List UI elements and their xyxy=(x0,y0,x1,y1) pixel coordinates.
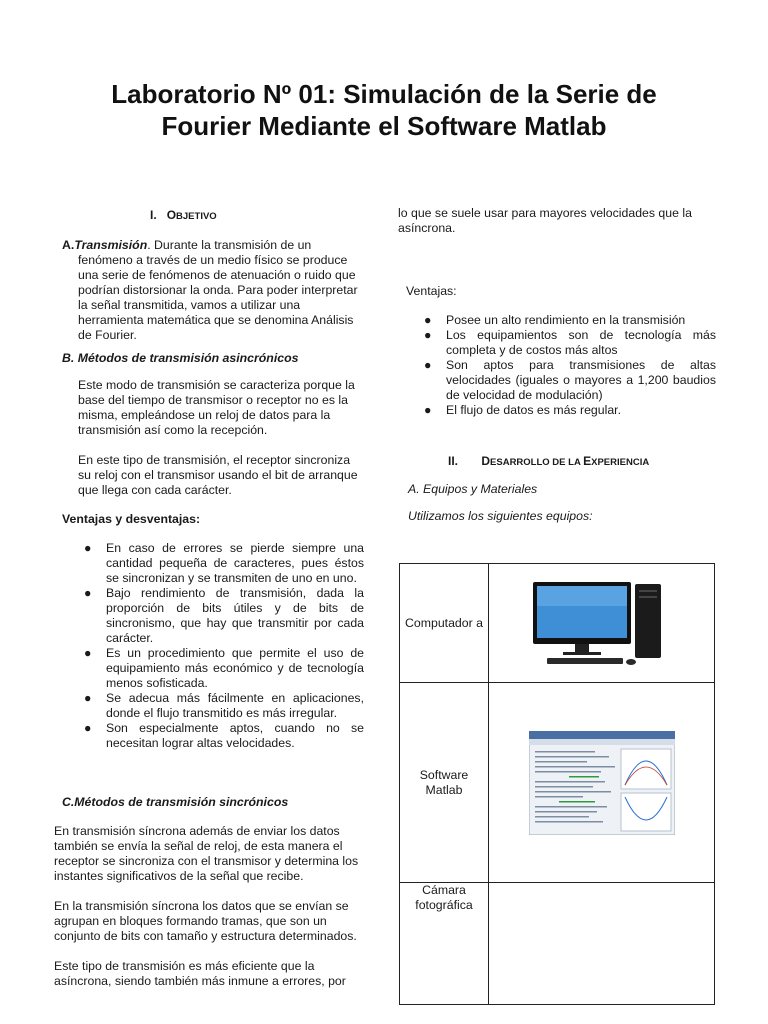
section-number: I. xyxy=(150,208,157,222)
list-item: ● Es un procedimiento que permite el uso de equipamiento más económico y de tecnología menos sofisticada. xyxy=(84,646,364,690)
matlab-window-icon xyxy=(529,731,675,835)
left-column xyxy=(54,206,364,989)
list-item: ● Los equipamientos son de tecnología más completa y de costos más altos xyxy=(424,328,716,357)
table-row xyxy=(400,683,715,883)
subsection-b-body xyxy=(58,378,364,498)
title-line-2: Fourier Mediante el Software Matlab xyxy=(161,111,607,141)
table-row xyxy=(400,564,715,683)
subsection-a-label: A. xyxy=(62,238,75,252)
continued-paragraph: lo que se suele usar para mayores velocidades que la asíncrona. xyxy=(398,206,692,235)
list-item: ● El flujo de datos es más regular. xyxy=(424,403,621,417)
subsection-b-heading: B. Métodos de transmisión asincrónicos xyxy=(62,351,299,365)
title-line-1: Laboratorio Nº 01: Simulación de la Serie de xyxy=(111,79,657,109)
list-item: ● En caso de errores se pierde siempre una cantidad pequeña de caracteres, pues éstos se sincronizan y se transmiten de uno en uno. xyxy=(84,541,364,585)
subsection-b-p1: Este modo de transmisión se caracteriza porque la base del tiempo de transmisor o receptor no es la misma, empleándose un reloj de datos para la transmisión así como la recepción. xyxy=(78,378,355,437)
ventajas-list xyxy=(398,313,716,418)
subsection-c-p3: Este tipo de transmisión es más eficiente que la asíncrona, siendo también más inmune a errores, por xyxy=(54,959,346,988)
section-desarrollo-heading: II. DESARROLLO DE LA EXPERIENCIA xyxy=(448,454,650,468)
table-cell-image xyxy=(489,683,715,883)
table-cell-image xyxy=(489,564,715,683)
ventajas-desventajas-list xyxy=(58,541,364,751)
equipment-table xyxy=(399,563,715,1005)
table-cell-label: Software Matlab xyxy=(400,683,489,883)
subsection-c-heading: C.Métodos de transmisión sincrónicos xyxy=(62,795,289,809)
section-title-cap: O xyxy=(166,208,177,222)
equipos-intro: Utilizamos los siguientes equipos: xyxy=(408,509,593,523)
equipos-heading: A. Equipos y Materiales xyxy=(408,482,538,496)
table-cell-image xyxy=(489,883,715,1005)
list-item: ● Se adecua más fácilmente en aplicaciones, donde el flujo transmitido es más irregular. xyxy=(84,691,364,720)
subsection-a-paragraph xyxy=(62,238,364,343)
desktop-computer-image xyxy=(489,578,714,668)
right-column xyxy=(398,206,716,524)
list-item: ● Posee un alto rendimiento en la transmisión xyxy=(424,313,686,327)
desktop-computer-icon xyxy=(527,578,677,668)
list-item: ● Son aptos para transmisiones de altas velocidades (iguales o mayores a 1,200 baudios de velocidad de modulación) xyxy=(424,358,716,402)
ventajas-label: Ventajas: xyxy=(406,284,457,298)
section-title-rest: BJETIVO xyxy=(176,211,217,222)
subsection-a-text: . Durante la transmisión de un fenómeno a través de un medio físico se produce una serie de fenómenos de atenuación o ruido que podrían distorsionar la onda. Para poder interpretar la señal transmitida, vamos a utilizar una herramienta matemática que se denomina Análisis de Fourier. xyxy=(78,238,358,342)
table-row xyxy=(400,883,715,1005)
section-number: II. xyxy=(448,454,459,468)
subsection-c-body xyxy=(54,824,364,989)
subsection-b-p2: En este tipo de transmisión, el receptor sincroniza su reloj con el transmisor usando el bit de arranque que llega con cada carácter. xyxy=(78,453,358,497)
subsection-a-term: Transmisión xyxy=(74,238,148,252)
section-objetivo-heading xyxy=(58,208,364,224)
list-item: ● Bajo rendimiento de transmisión, dada la proporción de bits útiles y de bits de sincronismo, que hay que transmitir por cada carácter. xyxy=(84,586,364,645)
table-cell-label: Cámara fotográfica xyxy=(400,883,489,1005)
subsection-c-p2: En la transmisión síncrona los datos que se envían se agrupan en bloques formando tramas, que son un conjunto de bits con tamaño y estructura determinados. xyxy=(54,899,357,943)
table-cell-label: Computador a xyxy=(400,564,489,683)
subsection-c-p1: En transmisión síncrona además de enviar los datos también se envía la señal de reloj, de esta manera el receptor se sincroniza con el transmisor y determina los instantes significativos de la señal que recibe. xyxy=(54,824,359,883)
ventajas-desventajas-heading: Ventajas y desventajas: xyxy=(62,512,201,526)
list-item: ● Son especialmente aptos, cuando no se necesitan lograr altas velocidades. xyxy=(84,721,364,750)
matlab-screenshot-image xyxy=(489,731,714,835)
document-title xyxy=(40,78,728,142)
